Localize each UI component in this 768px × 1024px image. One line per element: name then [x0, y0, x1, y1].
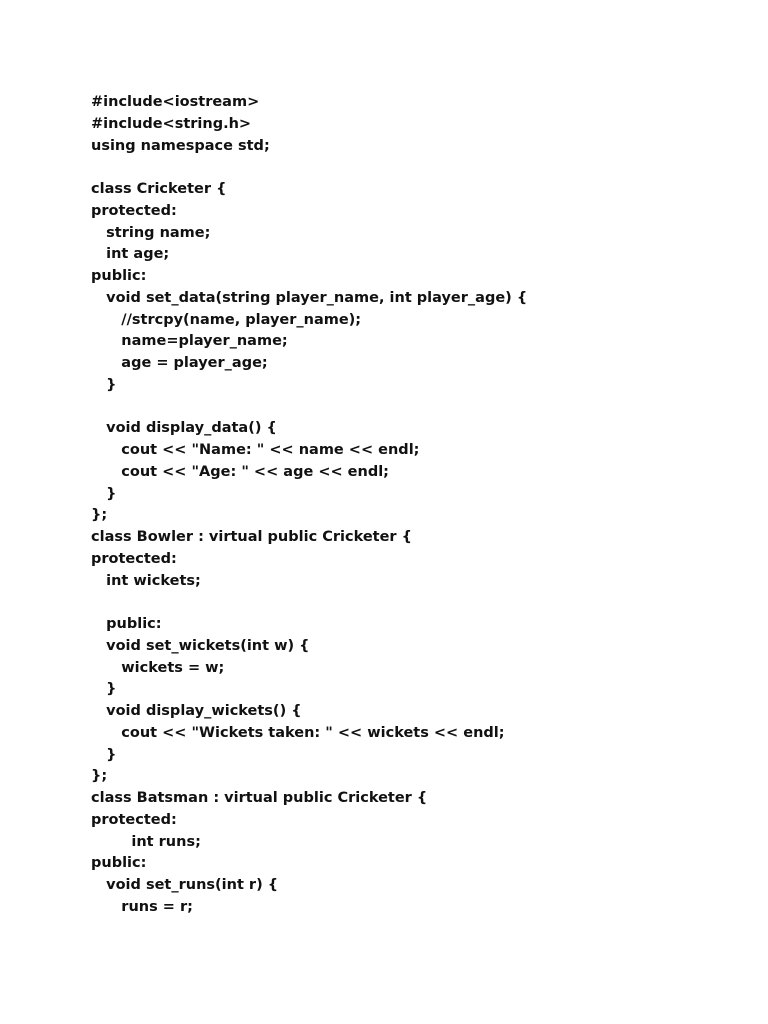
code-line: public: [91, 855, 147, 872]
code-line: } [91, 681, 117, 698]
code-line: class Bowler : virtual public Cricketer { [91, 529, 412, 545]
code-line [91, 592, 731, 614]
code-line: cout << "Name: " << name << endl; [91, 442, 420, 458]
code-line: #include<iostream> [91, 94, 260, 110]
code-line: public: [91, 268, 147, 284]
code-line: void set_data(string player_name, int player_age) { [91, 289, 528, 306]
code-line: age = player_age; [91, 355, 268, 371]
code-line: void set_wickets(int w) { [91, 637, 310, 654]
code-line: runs = r; [91, 898, 193, 915]
code-line: int runs; [91, 833, 201, 850]
code-line [91, 157, 731, 179]
code-line: } [91, 746, 117, 763]
code-line: protected: [91, 550, 177, 567]
code-line [91, 397, 731, 419]
code-line: void display_wickets() { [91, 703, 302, 719]
code-line: //strcpy(name, player_name); [91, 311, 362, 328]
code-line: int age; [91, 246, 170, 263]
code-line: cout << "Age: " << age << endl; [91, 463, 389, 480]
code-line: cout << "Wickets taken: " << wickets << endl; [91, 724, 505, 741]
code-line: class Cricketer { [91, 181, 227, 197]
code-line: }; [91, 768, 108, 785]
code-line: } [91, 485, 117, 502]
code-line: wickets = w; [91, 659, 225, 676]
code-line: using namespace std; [91, 137, 270, 154]
code-line: protected: [91, 202, 177, 219]
code-line: } [91, 376, 117, 393]
code-line: protected: [91, 811, 177, 828]
code-line: int wickets; [91, 572, 201, 589]
code-line: string name; [91, 224, 211, 241]
code-line: name=player_name; [91, 333, 288, 350]
code-line: public: [91, 616, 162, 632]
code-line: void set_runs(int r) { [91, 877, 279, 893]
code-line: void display_data() { [91, 420, 277, 437]
code-line: }; [91, 507, 108, 524]
code-line: class Batsman : virtual public Cricketer { [91, 790, 428, 806]
code-line: #include<string.h> [91, 115, 252, 132]
code-listing [91, 92, 731, 919]
